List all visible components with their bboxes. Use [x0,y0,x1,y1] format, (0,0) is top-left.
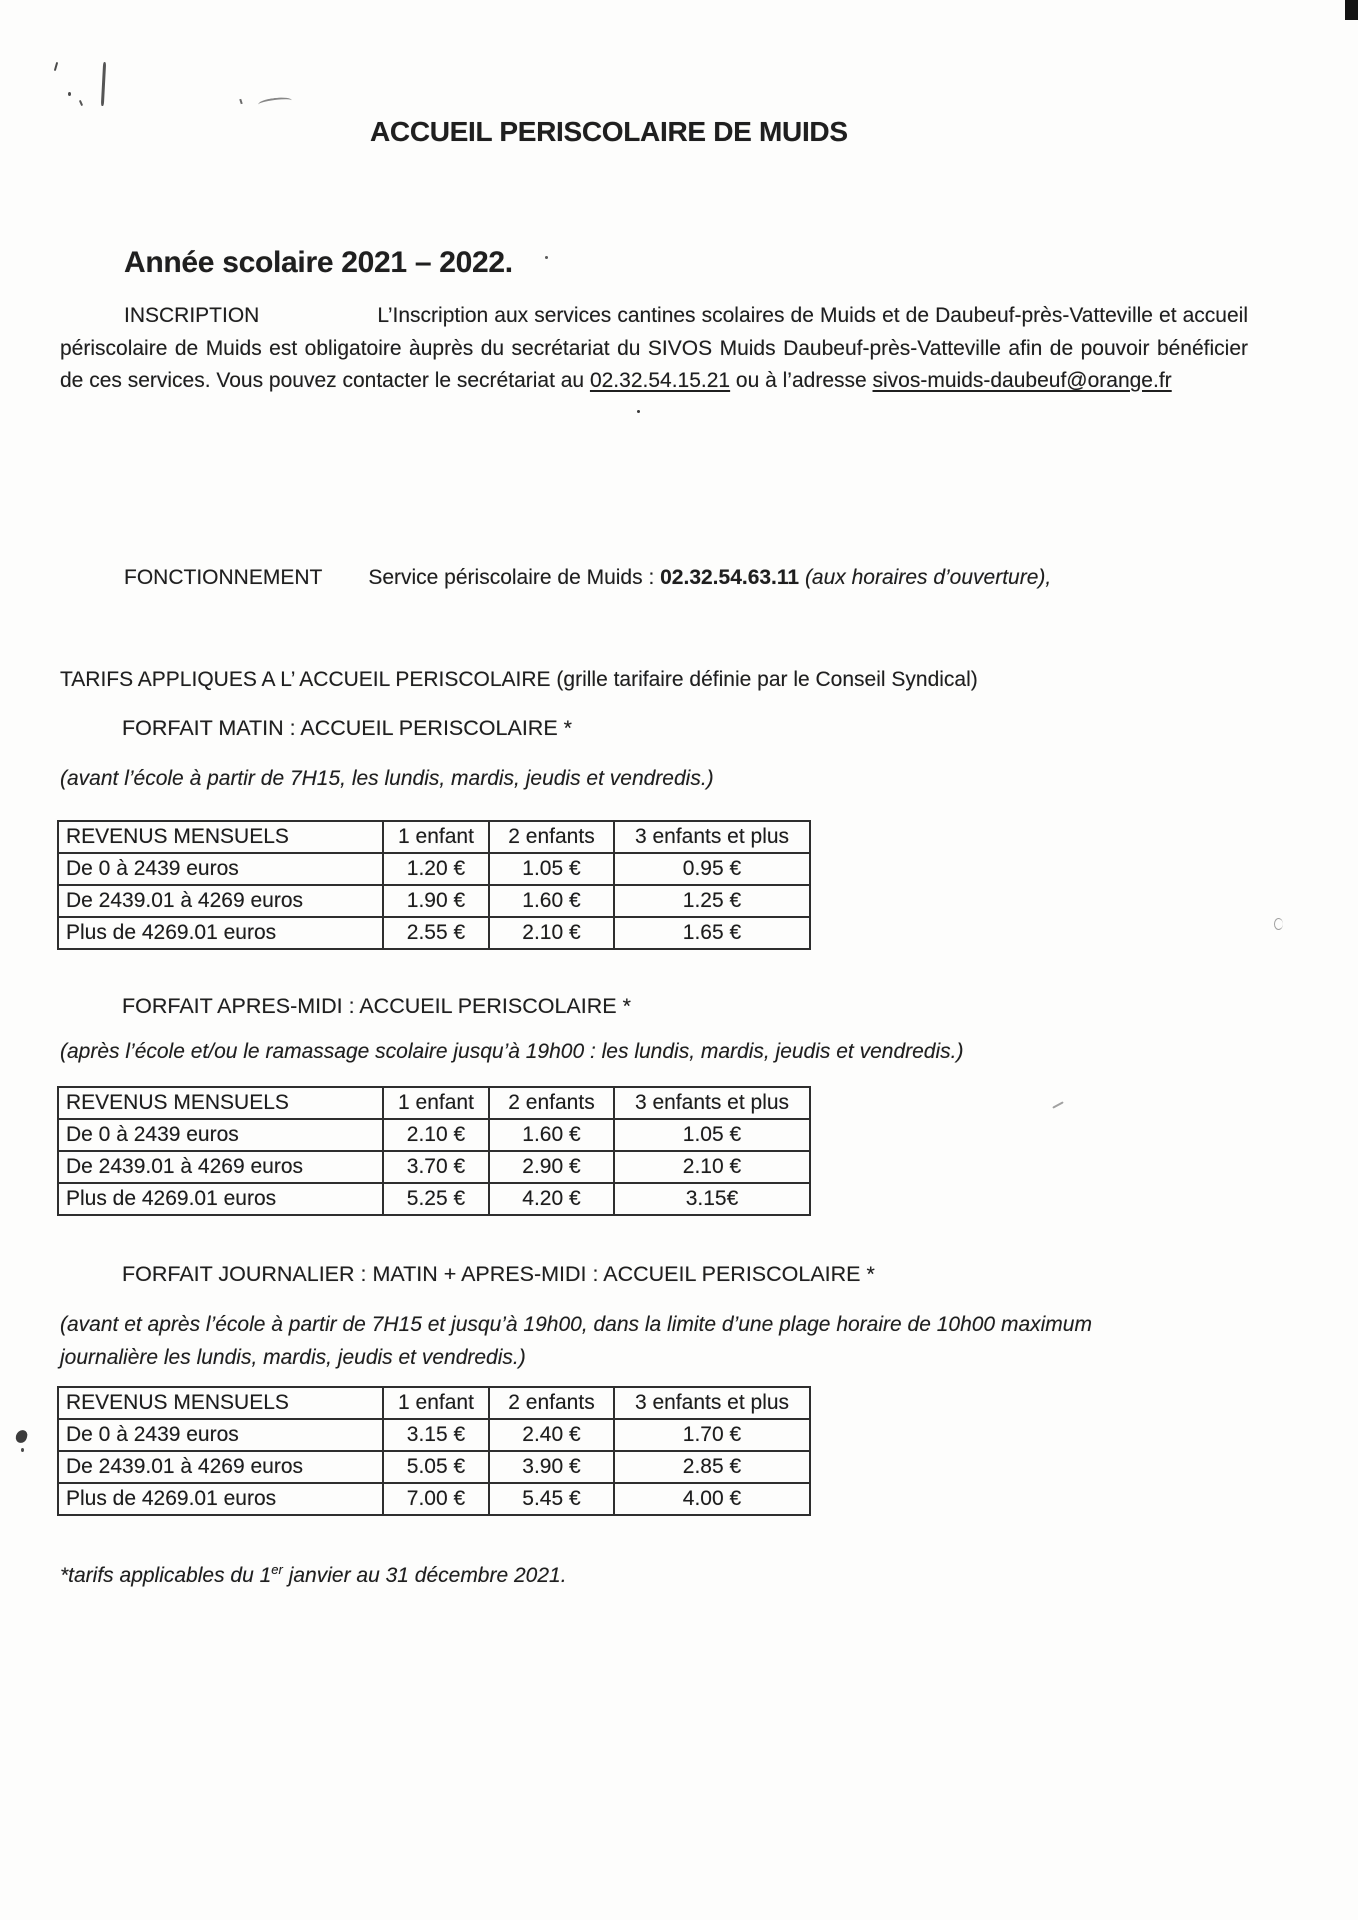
inscription-label: INSCRIPTION [124,304,260,327]
pen-mark [79,100,83,106]
price-cell: 3.70 € [383,1151,489,1183]
price-cell: 1.05 € [614,1119,810,1151]
table-header-row [58,1387,810,1419]
pen-mark [54,62,58,71]
section-subtitle-forfait-matin: (avant l’école à partir de 7H15, les lundis, mardis, jeudis et vendredis.) [60,767,714,790]
scan-speck [1274,918,1283,930]
column-header: 1 enfant [383,1087,489,1119]
income-bracket-cell: Plus de 4269.01 euros [58,917,383,949]
table-header-row [58,1087,810,1119]
income-bracket-cell: De 0 à 2439 euros [58,1419,383,1451]
scan-corner-mark [1345,0,1358,20]
income-bracket-cell: De 2439.01 à 4269 euros [58,1151,383,1183]
column-header: REVENUS MENSUELS [58,1087,383,1119]
column-header: 1 enfant [383,821,489,853]
school-year-heading: Année scolaire 2021 – 2022. [124,246,513,279]
table-row [58,917,810,949]
inscription-text: L’Inscription aux services cantines scolaires de Muids et de Daubeuf-près-Vatteville et accueil périscolaire de Muids est obligatoire àuprès du secrétariat du SIVOS Muids Daubeuf-près-Vatteville afin de pouvoir bénéficier de ces services. Vous pouvez contacter le secrétariat au [60,304,1254,392]
price-cell: 2.10 € [489,917,614,949]
sivos-email-address: sivos-muids-daubeuf@orange.fr [872,369,1172,392]
opening-hours-note: (aux horaires d’ouverture), [799,566,1052,589]
column-header: 1 enfant [383,1387,489,1419]
scan-blot [21,1448,24,1452]
column-header: 3 enfants et plus [614,1387,810,1419]
column-header: 2 enfants [489,821,614,853]
price-cell: 2.55 € [383,917,489,949]
tariff-validity-footnote [60,1562,567,1588]
price-cell: 3.15 € [383,1419,489,1451]
price-cell: 4.20 € [489,1183,614,1215]
table-row [58,1119,810,1151]
table-row [58,1451,810,1483]
footnote-superscript: er [271,1562,283,1577]
fonctionnement-label: FONCTIONNEMENT [124,566,323,589]
price-cell: 2.10 € [614,1151,810,1183]
tarif-table-matin [57,820,811,950]
column-header: REVENUS MENSUELS [58,821,383,853]
table-row [58,1483,810,1515]
income-bracket-cell: Plus de 4269.01 euros [58,1183,383,1215]
footnote-text: janvier au 31 décembre 2021. [282,1564,567,1587]
table-row [58,885,810,917]
column-header: 3 enfants et plus [614,1087,810,1119]
fonctionnement-text: Service périscolaire de Muids : [368,566,661,589]
table-header-row [58,821,810,853]
footnote-text: *tarifs applicables du 1 [60,1564,272,1587]
price-cell: 1.60 € [489,885,614,917]
pen-mark [258,96,293,109]
table-row [58,1151,810,1183]
income-bracket-cell: De 0 à 2439 euros [58,1119,383,1151]
secretariat-phone-number: 02.32.54.15.21 [589,369,731,392]
price-cell: 3.15€ [614,1183,810,1215]
scan-speck [545,256,548,259]
price-cell: 5.05 € [383,1451,489,1483]
table-row [58,1183,810,1215]
section-subtitle-forfait-journalier: (avant et après l’école à partir de 7H15 et jusqu’à 19h00, dans la limite d’une plage horaire de 10h00 maximum journalière les lundis, mardis, jeudis et vendredis.) [60,1313,1098,1369]
section-title-forfait-journalier: FORFAIT JOURNALIER : MATIN + APRES-MIDI : ACCUEIL PERISCOLAIRE * [122,1262,875,1286]
price-cell: 1.05 € [489,853,614,885]
tarif-table-journalier [57,1386,811,1516]
price-cell: 1.90 € [383,885,489,917]
column-header: 3 enfants et plus [614,821,810,853]
price-cell: 0.95 € [614,853,810,885]
income-bracket-cell: De 2439.01 à 4269 euros [58,1451,383,1483]
price-cell: 7.00 € [383,1483,489,1515]
price-cell: 2.40 € [489,1419,614,1451]
fonctionnement-line [124,566,1051,590]
price-cell: 5.25 € [383,1183,489,1215]
scan-speck [637,410,640,413]
pen-mark [101,62,106,106]
section-title-forfait-matin: FORFAIT MATIN : ACCUEIL PERISCOLAIRE * [122,716,572,740]
income-bracket-cell: De 0 à 2439 euros [58,853,383,885]
price-cell: 1.25 € [614,885,810,917]
price-cell: 2.10 € [383,1119,489,1151]
price-cell: 1.70 € [614,1419,810,1451]
section-subtitle-forfait-apres-midi: (après l’école et/ou le ramassage scolaire jusqu’à 19h00 : les lundis, mardis, jeudis et vendredis.) [60,1040,964,1063]
price-cell: 5.45 € [489,1483,614,1515]
income-bracket-cell: De 2439.01 à 4269 euros [58,885,383,917]
price-cell: 2.90 € [489,1151,614,1183]
pen-mark [68,92,71,96]
document-title: ACCUEIL PERISCOLAIRE DE MUIDS [370,116,848,147]
price-cell: 3.90 € [489,1451,614,1483]
scan-blot [15,1429,28,1444]
column-header: REVENUS MENSUELS [58,1387,383,1419]
income-bracket-cell: Plus de 4269.01 euros [58,1483,383,1515]
inscription-paragraph [60,300,1254,398]
price-cell: 2.85 € [614,1451,810,1483]
section-title-forfait-apres-midi: FORFAIT APRES-MIDI : ACCUEIL PERISCOLAIRE * [122,994,631,1018]
price-cell: 1.65 € [614,917,810,949]
table-row [58,853,810,885]
table-row [58,1419,810,1451]
periscolaire-phone-number: 02.32.54.63.11 [660,566,800,589]
price-cell: 1.60 € [489,1119,614,1151]
inscription-text: ou à l’adresse [730,369,873,392]
price-cell: 1.20 € [383,853,489,885]
scan-speck [1052,1101,1064,1108]
column-header: 2 enfants [489,1087,614,1119]
price-cell: 4.00 € [614,1483,810,1515]
tarifs-heading: TARIFS APPLIQUES A L’ ACCUEIL PERISCOLAIRE (grille tarifaire définie par le Conseil Syndical) [60,668,978,691]
column-header: 2 enfants [489,1387,614,1419]
tarif-table-apres-midi [57,1086,811,1216]
pen-mark [239,99,242,104]
